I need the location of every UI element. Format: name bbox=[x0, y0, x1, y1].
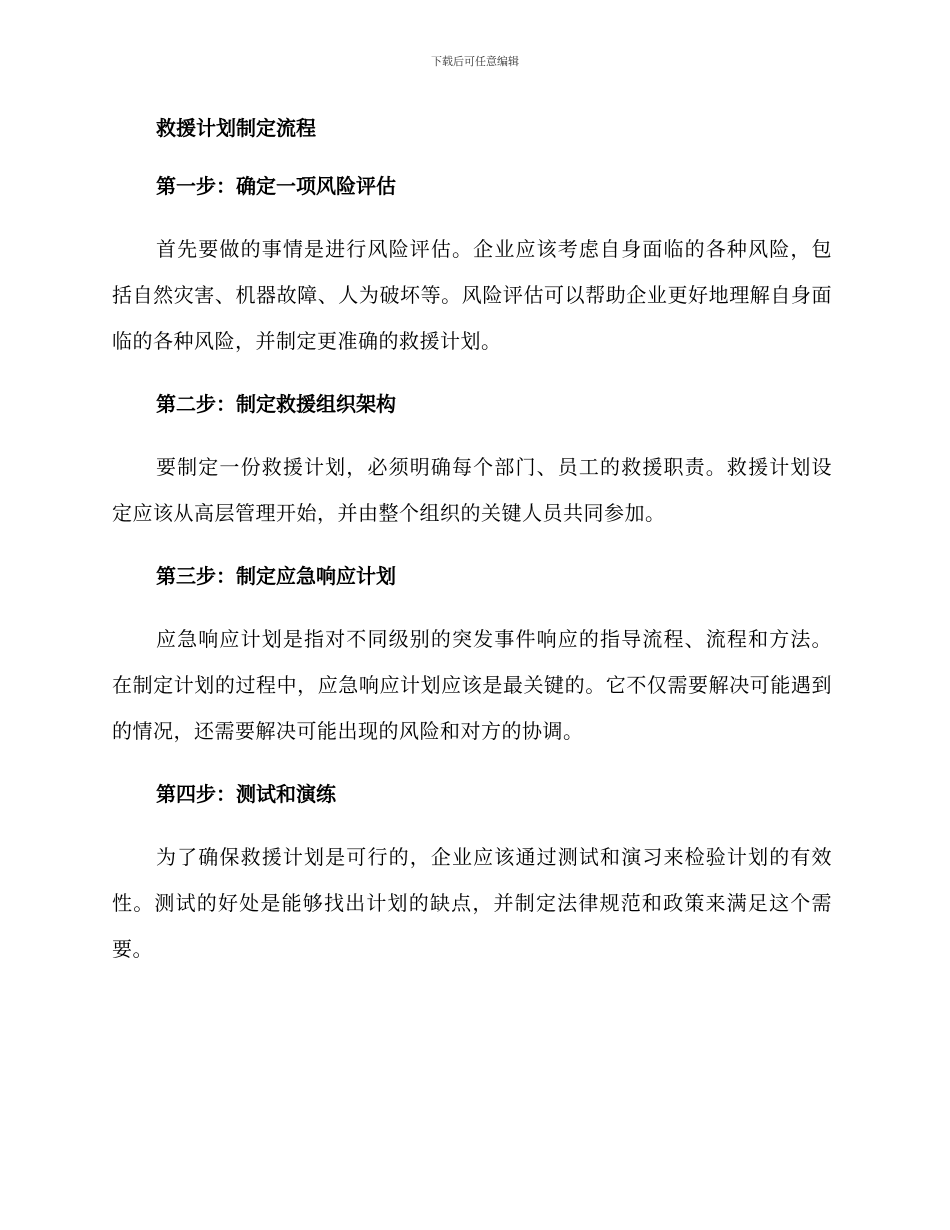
step-1-heading: 第一步：确定一项风险评估 bbox=[156, 174, 396, 198]
step-3-paragraph: 应急响应计划是指对不同级别的突发事件响应的指导流程、流程和方法。在制定计划的过程中，应急响应计划应该是最关键的。它不仅需要解决可能遇到的情况，还需要解决可能出现的风险和对方的协调。 bbox=[112, 627, 832, 743]
step-3-heading: 第三步：制定应急响应计划 bbox=[156, 564, 396, 588]
page-header: 下载后可任意编辑 bbox=[431, 55, 519, 68]
document-body bbox=[112, 110, 832, 972]
step-2-heading: 第二步：制定救援组织架构 bbox=[156, 392, 396, 416]
step-4-heading: 第四步：测试和演练 bbox=[156, 782, 336, 806]
step-4-paragraph: 为了确保救援计划是可行的，企业应该通过测试和演习来检验计划的有效性。测试的好处是能够找出计划的缺点，并制定法律规范和政策来满足这个需要。 bbox=[112, 845, 832, 961]
step-1-paragraph: 首先要做的事情是进行风险评估。企业应该考虑自身面临的各种风险，包括自然灾害、机器故障、人为破坏等。风险评估可以帮助企业更好地理解自身面临的各种风险，并制定更准确的救援计划。 bbox=[112, 237, 832, 353]
step-2-paragraph: 要制定一份救援计划，必须明确每个部门、员工的救援职责。救援计划设定应该从高层管理开始，并由整个组织的关键人员共同参加。 bbox=[112, 455, 832, 525]
document-title: 救援计划制定流程 bbox=[156, 116, 316, 140]
